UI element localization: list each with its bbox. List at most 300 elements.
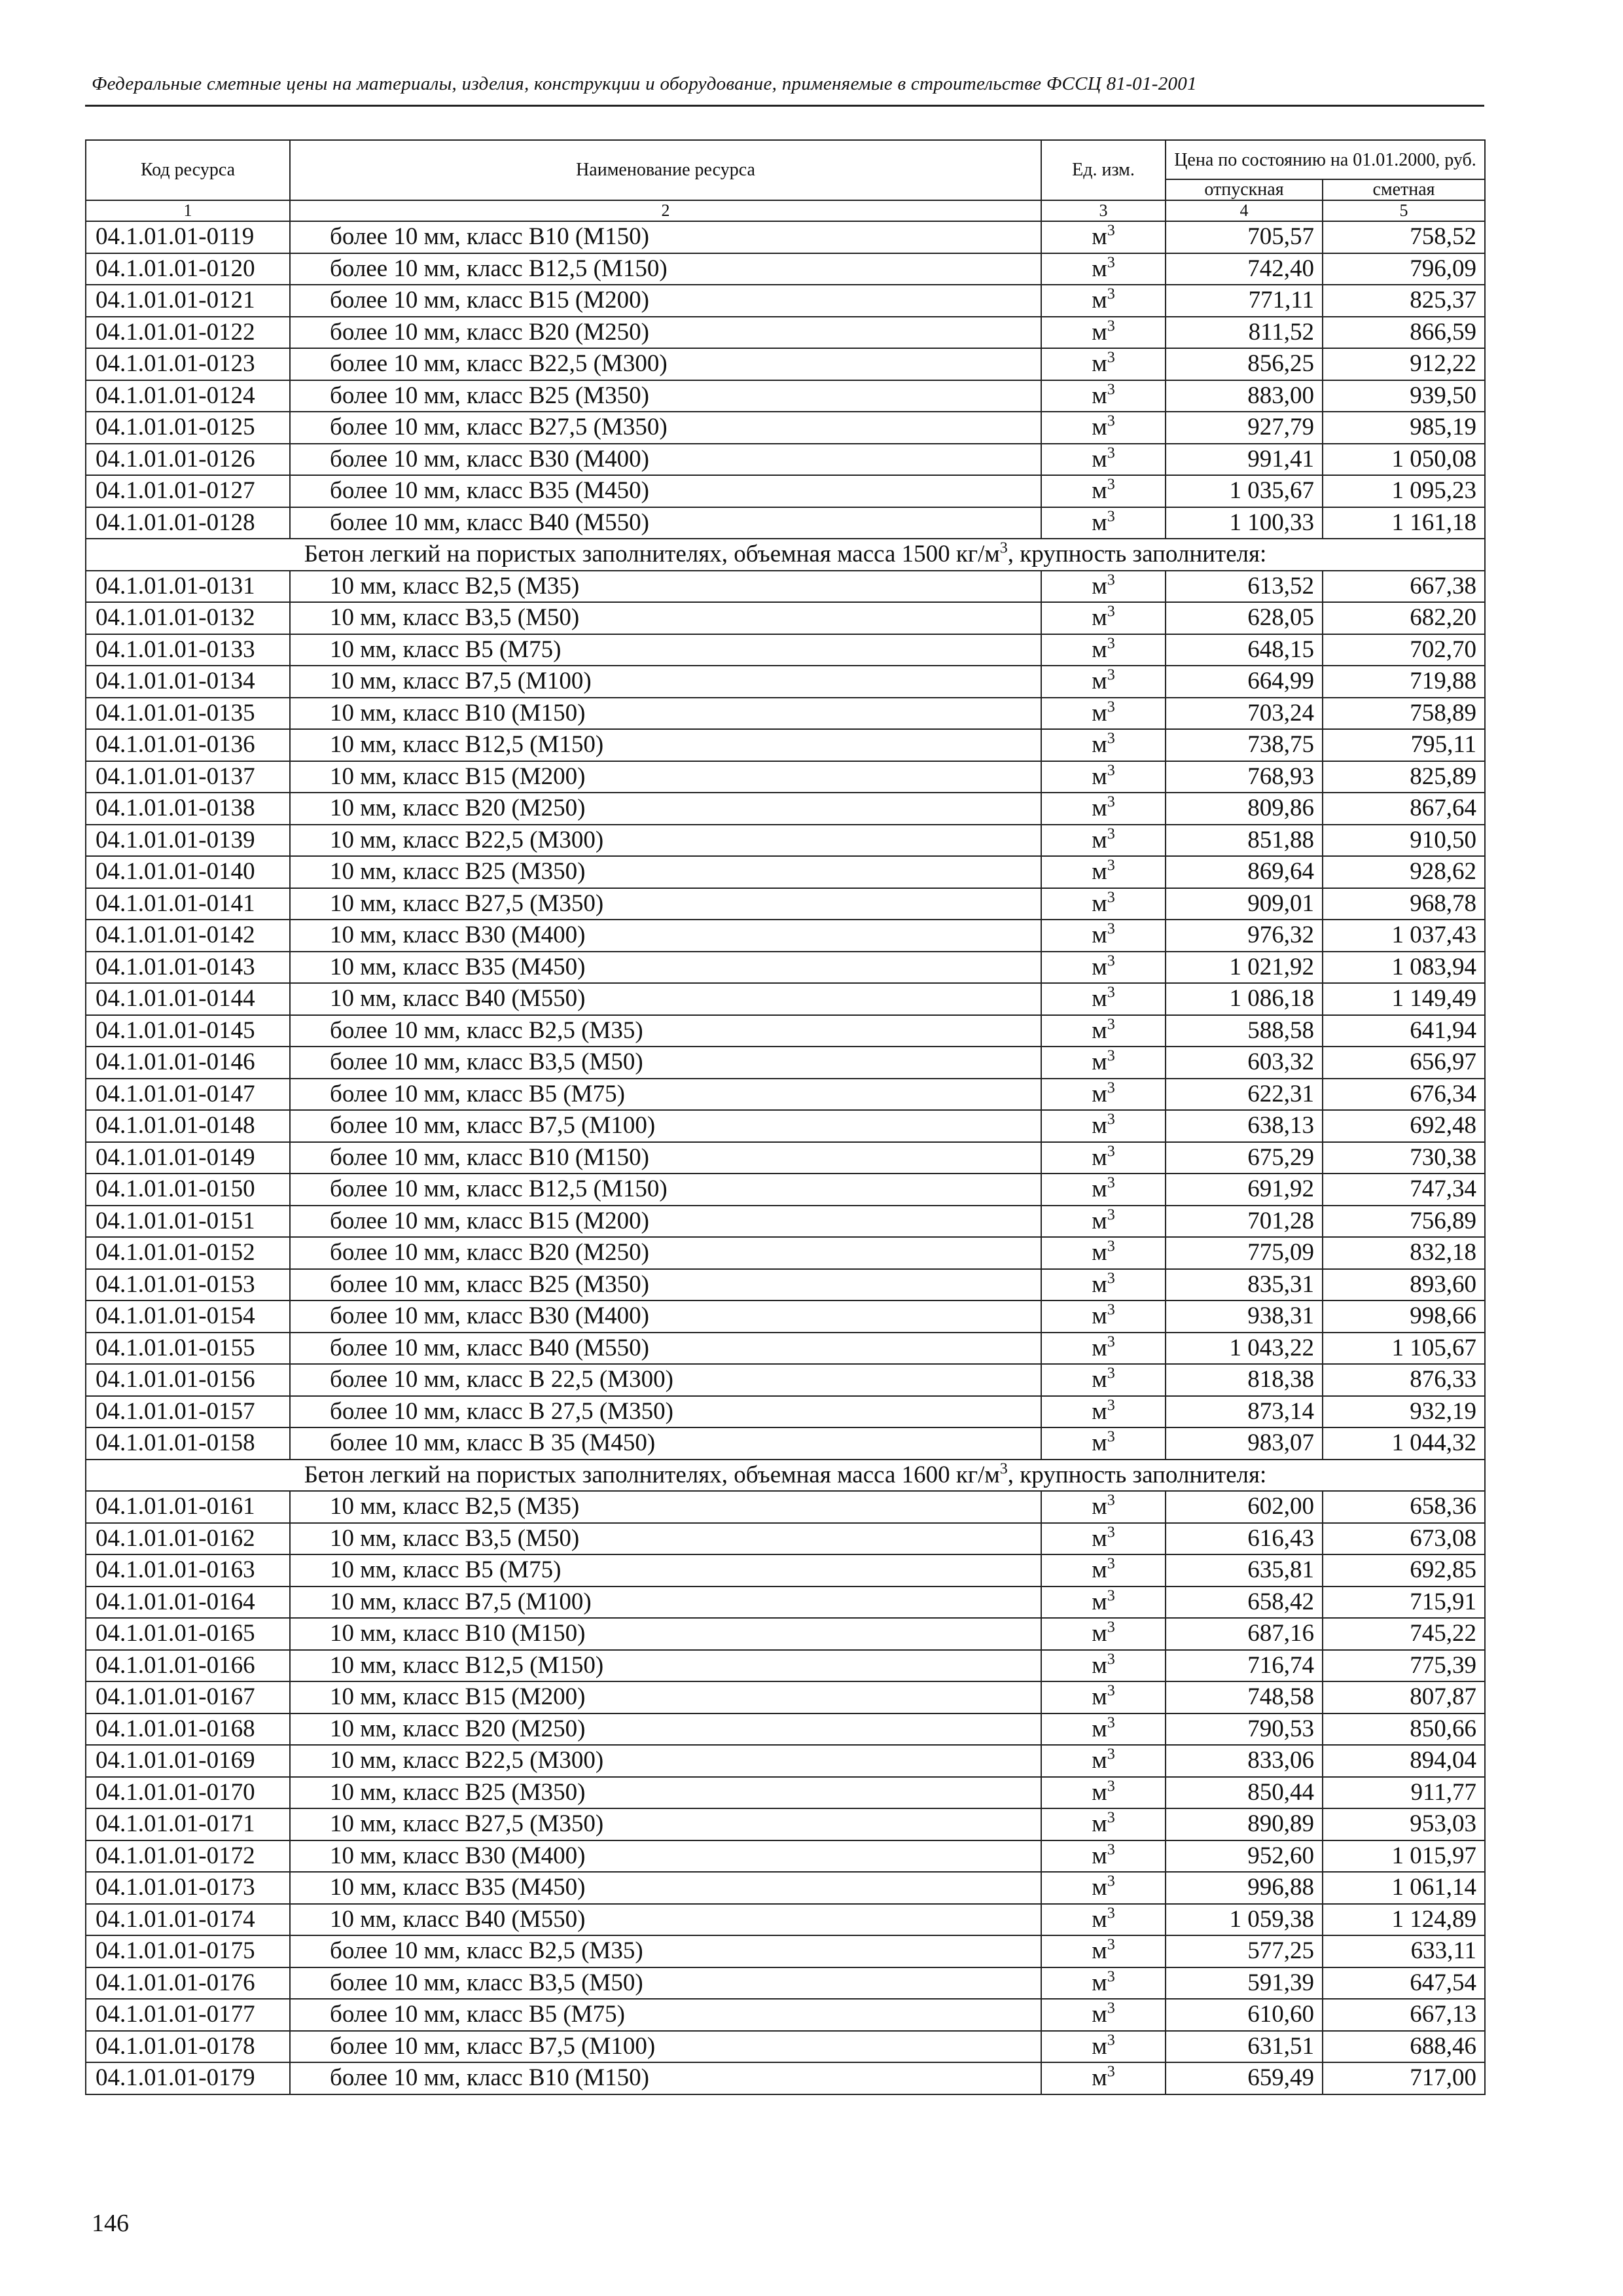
unit-base: м — [1092, 1874, 1107, 1901]
unit-cell — [1041, 1650, 1166, 1682]
resource-code: 04.1.01.01-0142 — [86, 920, 290, 952]
resource-name: 10 мм, класс В7,5 (М100) — [290, 1587, 1041, 1619]
release-price: 809,86 — [1166, 793, 1323, 825]
release-price: 1 021,92 — [1166, 952, 1323, 984]
unit-exponent: 3 — [1107, 1397, 1115, 1414]
unit-exponent: 3 — [1107, 1047, 1115, 1065]
table-row — [86, 2062, 1485, 2094]
estimate-price: 825,89 — [1323, 761, 1485, 793]
table-row — [86, 348, 1485, 380]
unit-cell — [1041, 1777, 1166, 1809]
unit-cell — [1041, 253, 1166, 285]
estimate-price: 867,64 — [1323, 793, 1485, 825]
running-header: Федеральные сметные цены на материалы, изделия, конструкции и оборудование, применяемые в строительстве ФССЦ 81-01-2001 — [92, 73, 1197, 94]
resource-code: 04.1.01.01-0138 — [86, 793, 290, 825]
unit-cell — [1041, 1015, 1166, 1047]
estimate-price: 658,36 — [1323, 1491, 1485, 1523]
resource-name: 10 мм, класс В30 (М400) — [290, 920, 1041, 952]
resource-code: 04.1.01.01-0127 — [86, 475, 290, 507]
table-row — [86, 317, 1485, 349]
release-price: 648,15 — [1166, 634, 1323, 666]
estimate-price: 667,38 — [1323, 571, 1485, 603]
unit-exponent: 3 — [1107, 698, 1115, 716]
unit-cell — [1041, 1840, 1166, 1873]
estimate-price: 673,08 — [1323, 1523, 1485, 1555]
estimate-price: 756,89 — [1323, 1206, 1485, 1238]
unit-cell — [1041, 952, 1166, 984]
table-row — [86, 888, 1485, 920]
table-header — [86, 140, 1485, 221]
estimate-price: 894,04 — [1323, 1745, 1485, 1777]
resource-code: 04.1.01.01-0163 — [86, 1554, 290, 1587]
resource-name: 10 мм, класс В3,5 (М50) — [290, 602, 1041, 634]
resource-name: более 10 мм, класс В20 (М250) — [290, 1237, 1041, 1269]
unit-exponent: 3 — [1107, 1428, 1115, 1446]
estimate-price: 715,91 — [1323, 1587, 1485, 1619]
resource-code: 04.1.01.01-0172 — [86, 1840, 290, 1873]
release-price: 603,32 — [1166, 1047, 1323, 1079]
table-row — [86, 380, 1485, 412]
estimate-price: 911,77 — [1323, 1777, 1485, 1809]
release-price: 768,93 — [1166, 761, 1323, 793]
unit-base: м — [1092, 1683, 1107, 1711]
unit-exponent: 3 — [1107, 793, 1115, 811]
release-price: 909,01 — [1166, 888, 1323, 920]
resource-name: 10 мм, класс В5 (М75) — [290, 1554, 1041, 1587]
estimate-price: 758,52 — [1323, 221, 1485, 253]
unit-cell — [1041, 1491, 1166, 1523]
unit-cell — [1041, 1206, 1166, 1238]
unit-exponent: 3 — [1107, 381, 1115, 399]
resource-code: 04.1.01.01-0156 — [86, 1364, 290, 1396]
release-price: 983,07 — [1166, 1427, 1323, 1460]
unit-base: м — [1092, 255, 1107, 282]
release-price: 856,25 — [1166, 348, 1323, 380]
estimate-price: 796,09 — [1323, 253, 1485, 285]
unit-base: м — [1092, 1366, 1107, 1393]
estimate-price: 758,89 — [1323, 698, 1485, 730]
estimate-price: 807,87 — [1323, 1681, 1485, 1713]
unit-cell — [1041, 1904, 1166, 1936]
unit-cell — [1041, 1047, 1166, 1079]
resource-code: 04.1.01.01-0162 — [86, 1523, 290, 1555]
unit-base: м — [1092, 1143, 1107, 1171]
unit-exponent: 3 — [1107, 571, 1115, 589]
unit-exponent: 3 — [1107, 2032, 1115, 2049]
release-price: 635,81 — [1166, 1554, 1323, 1587]
resource-name: 10 мм, класс В7,5 (М100) — [290, 666, 1041, 698]
unit-exponent: 3 — [1107, 1238, 1115, 1255]
release-price: 811,52 — [1166, 317, 1323, 349]
resource-name: 10 мм, класс В27,5 (М350) — [290, 888, 1041, 920]
release-price: 716,74 — [1166, 1650, 1323, 1682]
resource-name: 10 мм, класс В12,5 (М150) — [290, 1650, 1041, 1682]
resource-code: 04.1.01.01-0126 — [86, 444, 290, 476]
estimate-price: 850,66 — [1323, 1713, 1485, 1746]
resource-name: 10 мм, класс В27,5 (М350) — [290, 1808, 1041, 1840]
estimate-price: 1 044,32 — [1323, 1427, 1485, 1460]
resource-name: более 10 мм, класс В7,5 (М100) — [290, 1110, 1041, 1142]
resource-code: 04.1.01.01-0133 — [86, 634, 290, 666]
unit-base: м — [1092, 382, 1107, 409]
release-price: 1 043,22 — [1166, 1333, 1323, 1365]
table-row — [86, 1650, 1485, 1682]
table-row — [86, 1333, 1485, 1365]
unit-exponent: 3 — [1107, 1333, 1115, 1351]
resource-name: более 10 мм, класс В35 (М450) — [290, 475, 1041, 507]
unit-cell — [1041, 317, 1166, 349]
resource-name: 10 мм, класс В15 (М200) — [290, 1681, 1041, 1713]
table-row — [86, 1872, 1485, 1904]
release-price: 588,58 — [1166, 1015, 1323, 1047]
estimate-price: 985,19 — [1323, 412, 1485, 444]
resource-code: 04.1.01.01-0122 — [86, 317, 290, 349]
estimate-price: 968,78 — [1323, 888, 1485, 920]
unit-exponent: 3 — [1107, 412, 1115, 430]
unit-base: м — [1092, 1810, 1107, 1838]
unit-exponent: 3 — [1107, 1365, 1115, 1382]
resource-name: более 10 мм, класс В 35 (М450) — [290, 1427, 1041, 1460]
unit-base: м — [1092, 826, 1107, 853]
resource-name: более 10 мм, класс В22,5 (М300) — [290, 348, 1041, 380]
resource-name: более 10 мм, класс В2,5 (М35) — [290, 1015, 1041, 1047]
estimate-price: 825,37 — [1323, 285, 1485, 317]
resource-name: 10 мм, класс В2,5 (М35) — [290, 1491, 1041, 1523]
unit-cell — [1041, 1142, 1166, 1174]
table-row — [86, 221, 1485, 253]
unit-cell — [1041, 507, 1166, 539]
estimate-price: 910,50 — [1323, 825, 1485, 857]
unit-exponent: 3 — [1107, 349, 1115, 367]
resource-name: 10 мм, класс В12,5 (М150) — [290, 729, 1041, 761]
release-price: 628,05 — [1166, 602, 1323, 634]
resource-code: 04.1.01.01-0147 — [86, 1079, 290, 1111]
table-row — [86, 634, 1485, 666]
estimate-price: 1 037,43 — [1323, 920, 1485, 952]
unit-cell — [1041, 1808, 1166, 1840]
unit-cell — [1041, 1396, 1166, 1428]
resource-name: более 10 мм, класс В40 (М550) — [290, 1333, 1041, 1365]
release-price: 738,75 — [1166, 729, 1323, 761]
unit-exponent: 3 — [1107, 1555, 1115, 1573]
table-row — [86, 856, 1485, 888]
release-price: 771,11 — [1166, 285, 1323, 317]
resource-code: 04.1.01.01-0170 — [86, 1777, 290, 1809]
unit-cell — [1041, 475, 1166, 507]
unit-exponent: 3 — [1107, 1905, 1115, 1922]
resource-name: более 10 мм, класс В20 (М250) — [290, 317, 1041, 349]
unit-base: м — [1092, 699, 1107, 726]
release-price: 1 035,67 — [1166, 475, 1323, 507]
unit-base: м — [1092, 1842, 1107, 1869]
release-price: 631,51 — [1166, 2031, 1323, 2063]
unit-exponent: 3 — [1107, 1492, 1115, 1509]
resource-code: 04.1.01.01-0164 — [86, 1587, 290, 1619]
table-row — [86, 1967, 1485, 2000]
resource-code: 04.1.01.01-0144 — [86, 983, 290, 1015]
resource-code: 04.1.01.01-0124 — [86, 380, 290, 412]
resource-code: 04.1.01.01-0169 — [86, 1745, 290, 1777]
estimate-price: 1 015,97 — [1323, 1840, 1485, 1873]
unit-cell — [1041, 1110, 1166, 1142]
resource-code: 04.1.01.01-0155 — [86, 1333, 290, 1365]
unit-cell — [1041, 1364, 1166, 1396]
price-table — [85, 139, 1486, 2095]
resource-name: более 10 мм, класс В10 (М150) — [290, 221, 1041, 253]
resource-name: 10 мм, класс В25 (М350) — [290, 1777, 1041, 1809]
resource-code: 04.1.01.01-0178 — [86, 2031, 290, 2063]
release-price: 835,31 — [1166, 1269, 1323, 1301]
table-row — [86, 1110, 1485, 1142]
release-price: 790,53 — [1166, 1713, 1323, 1746]
resource-code: 04.1.01.01-0171 — [86, 1808, 290, 1840]
estimate-price: 747,34 — [1323, 1174, 1485, 1206]
release-price: 883,00 — [1166, 380, 1323, 412]
table-row — [86, 761, 1485, 793]
unit-base: м — [1092, 953, 1107, 980]
unit-cell — [1041, 1587, 1166, 1619]
unit-exponent: 3 — [1107, 1809, 1115, 1827]
unit-cell — [1041, 1935, 1166, 1967]
unit-exponent: 3 — [1107, 1524, 1115, 1541]
resource-code: 04.1.01.01-0165 — [86, 1618, 290, 1650]
unit-base: м — [1092, 1175, 1107, 1203]
unit-base: м — [1092, 1905, 1107, 1933]
unit-base: м — [1092, 731, 1107, 759]
unit-base: м — [1092, 1049, 1107, 1076]
resource-code: 04.1.01.01-0168 — [86, 1713, 290, 1746]
unit-exponent: 3 — [1107, 254, 1115, 272]
release-price: 616,43 — [1166, 1523, 1323, 1555]
estimate-price: 682,20 — [1323, 602, 1485, 634]
release-price: 664,99 — [1166, 666, 1323, 698]
unit-base: м — [1092, 1239, 1107, 1266]
release-price: 748,58 — [1166, 1681, 1323, 1713]
table-row — [86, 1300, 1485, 1333]
unit-exponent: 3 — [1107, 984, 1115, 1001]
resource-name: 10 мм, класс В40 (М550) — [290, 983, 1041, 1015]
resource-name: 10 мм, класс В3,5 (М50) — [290, 1523, 1041, 1555]
unit-base: м — [1092, 318, 1107, 346]
resource-name: 10 мм, класс В10 (М150) — [290, 1618, 1041, 1650]
resource-code: 04.1.01.01-0151 — [86, 1206, 290, 1238]
release-price: 687,16 — [1166, 1618, 1323, 1650]
unit-exponent: 3 — [1107, 1111, 1115, 1128]
table-row — [86, 1174, 1485, 1206]
estimate-price: 1 105,67 — [1323, 1333, 1485, 1365]
unit-cell — [1041, 1681, 1166, 1713]
unit-base: м — [1092, 1524, 1107, 1552]
unit-cell — [1041, 1523, 1166, 1555]
unit-base: м — [1092, 1715, 1107, 1742]
unit-cell — [1041, 1300, 1166, 1333]
section-heading-text: Бетон легкий на пористых заполнителях, объемная масса 1600 кг/м — [304, 1461, 1000, 1488]
estimate-price: 730,38 — [1323, 1142, 1485, 1174]
estimate-price: 928,62 — [1323, 856, 1485, 888]
table-row — [86, 1269, 1485, 1301]
estimate-price: 1 161,18 — [1323, 507, 1485, 539]
unit-cell — [1041, 444, 1166, 476]
estimate-price: 912,22 — [1323, 348, 1485, 380]
resource-code: 04.1.01.01-0150 — [86, 1174, 290, 1206]
resource-name: 10 мм, класс В35 (М450) — [290, 952, 1041, 984]
table-row — [86, 2031, 1485, 2063]
resource-code: 04.1.01.01-0173 — [86, 1872, 290, 1904]
estimate-price: 667,13 — [1323, 1999, 1485, 2031]
unit-base: м — [1092, 445, 1107, 473]
release-price: 701,28 — [1166, 1206, 1323, 1238]
release-price: 1 086,18 — [1166, 983, 1323, 1015]
resource-code: 04.1.01.01-0135 — [86, 698, 290, 730]
unit-exponent: 3 — [1107, 1174, 1115, 1192]
unit-exponent: 3 — [1107, 825, 1115, 843]
table-row — [86, 1777, 1485, 1809]
column-number-row — [86, 200, 1485, 221]
resource-name: 10 мм, класс В20 (М250) — [290, 793, 1041, 825]
unit-exponent: 3 — [1107, 1746, 1115, 1763]
unit-cell — [1041, 285, 1166, 317]
column-number: 1 — [86, 200, 290, 221]
table-row — [86, 729, 1485, 761]
resource-code: 04.1.01.01-0153 — [86, 1269, 290, 1301]
unit-base: м — [1092, 1270, 1107, 1298]
resource-name: более 10 мм, класс В7,5 (М100) — [290, 2031, 1041, 2063]
table-row — [86, 602, 1485, 634]
unit-cell — [1041, 1999, 1166, 2031]
release-price: 591,39 — [1166, 1967, 1323, 2000]
unit-exponent: 3 — [1107, 1682, 1115, 1700]
unit-cell — [1041, 571, 1166, 603]
release-price: 1 100,33 — [1166, 507, 1323, 539]
release-price: 938,31 — [1166, 1300, 1323, 1333]
unit-cell — [1041, 348, 1166, 380]
resource-code: 04.1.01.01-0134 — [86, 666, 290, 698]
resource-name: более 10 мм, класс В3,5 (М50) — [290, 1047, 1041, 1079]
unit-base: м — [1092, 414, 1107, 441]
section-heading-exponent: 3 — [999, 1460, 1008, 1478]
table-row — [86, 1999, 1485, 2031]
resource-name: 10 мм, класс В22,5 (М300) — [290, 825, 1041, 857]
unit-cell — [1041, 983, 1166, 1015]
resource-code: 04.1.01.01-0158 — [86, 1427, 290, 1460]
release-price: 996,88 — [1166, 1872, 1323, 1904]
header-rule — [85, 105, 1484, 107]
estimate-price: 1 149,49 — [1323, 983, 1485, 1015]
resource-code: 04.1.01.01-0146 — [86, 1047, 290, 1079]
unit-exponent: 3 — [1107, 476, 1115, 493]
estimate-price: 647,54 — [1323, 1967, 1485, 2000]
table-row — [86, 952, 1485, 984]
release-price: 602,00 — [1166, 1491, 1323, 1523]
header-price-group: Цена по состоянию на 01.01.2000, руб. — [1166, 140, 1485, 179]
table-row — [86, 1904, 1485, 1936]
unit-cell — [1041, 666, 1166, 698]
unit-exponent: 3 — [1107, 889, 1115, 906]
release-price: 577,25 — [1166, 1935, 1323, 1967]
header-release-price: отпускная — [1166, 179, 1323, 200]
estimate-price: 876,33 — [1323, 1364, 1485, 1396]
estimate-price: 676,34 — [1323, 1079, 1485, 1111]
unit-exponent: 3 — [1107, 920, 1115, 938]
resource-name: более 10 мм, класс В12,5 (М150) — [290, 253, 1041, 285]
unit-cell — [1041, 825, 1166, 857]
resource-name: 10 мм, класс В10 (М150) — [290, 698, 1041, 730]
unit-exponent: 3 — [1107, 1079, 1115, 1097]
unit-base: м — [1092, 350, 1107, 378]
resource-name: 10 мм, класс В15 (М200) — [290, 761, 1041, 793]
resource-code: 04.1.01.01-0179 — [86, 2062, 290, 2094]
release-price: 658,42 — [1166, 1587, 1323, 1619]
unit-base: м — [1092, 223, 1107, 251]
release-price: 869,64 — [1166, 856, 1323, 888]
unit-exponent: 3 — [1107, 1873, 1115, 1890]
unit-exponent: 3 — [1107, 2000, 1115, 2017]
release-price: 952,60 — [1166, 1840, 1323, 1873]
header-estimate-price: сметная — [1323, 179, 1485, 200]
table-row — [86, 1935, 1485, 1967]
unit-cell — [1041, 761, 1166, 793]
table-row — [86, 1015, 1485, 1047]
release-price: 775,09 — [1166, 1237, 1323, 1269]
unit-base: м — [1092, 2032, 1107, 2060]
table-row — [86, 253, 1485, 285]
unit-cell — [1041, 793, 1166, 825]
table-row — [86, 1713, 1485, 1746]
estimate-price: 1 124,89 — [1323, 1904, 1485, 1936]
estimate-price: 832,18 — [1323, 1237, 1485, 1269]
table-row — [86, 1554, 1485, 1587]
resource-code: 04.1.01.01-0154 — [86, 1300, 290, 1333]
section-heading — [86, 539, 1485, 571]
resource-code: 04.1.01.01-0174 — [86, 1904, 290, 1936]
header-code: Код ресурса — [86, 140, 290, 200]
table-row — [86, 1079, 1485, 1111]
resource-name: более 10 мм, класс В15 (М200) — [290, 285, 1041, 317]
estimate-price: 893,60 — [1323, 1269, 1485, 1301]
unit-base: м — [1092, 1302, 1107, 1330]
estimate-price: 692,85 — [1323, 1554, 1485, 1587]
table-row — [86, 1681, 1485, 1713]
resource-name: 10 мм, класс В2,5 (М35) — [290, 571, 1041, 603]
unit-exponent: 3 — [1107, 730, 1115, 747]
release-price: 890,89 — [1166, 1808, 1323, 1840]
unit-cell — [1041, 1967, 1166, 2000]
table-row — [86, 1840, 1485, 1873]
resource-name: более 10 мм, класс В25 (М350) — [290, 380, 1041, 412]
unit-cell — [1041, 1079, 1166, 1111]
release-price: 610,60 — [1166, 1999, 1323, 2031]
resource-code: 04.1.01.01-0143 — [86, 952, 290, 984]
section-row — [86, 1460, 1485, 1492]
unit-exponent: 3 — [1107, 857, 1115, 874]
unit-base: м — [1092, 1080, 1107, 1107]
unit-base: м — [1092, 2001, 1107, 2028]
release-price: 691,92 — [1166, 1174, 1323, 1206]
release-price: 991,41 — [1166, 444, 1323, 476]
resource-code: 04.1.01.01-0136 — [86, 729, 290, 761]
resource-code: 04.1.01.01-0141 — [86, 888, 290, 920]
release-price: 638,13 — [1166, 1110, 1323, 1142]
unit-exponent: 3 — [1107, 285, 1115, 303]
table-row — [86, 1206, 1485, 1238]
unit-cell — [1041, 1872, 1166, 1904]
unit-cell — [1041, 221, 1166, 253]
table-row — [86, 825, 1485, 857]
release-price: 622,31 — [1166, 1079, 1323, 1111]
estimate-price: 1 061,14 — [1323, 1872, 1485, 1904]
estimate-price: 795,11 — [1323, 729, 1485, 761]
unit-cell — [1041, 1333, 1166, 1365]
